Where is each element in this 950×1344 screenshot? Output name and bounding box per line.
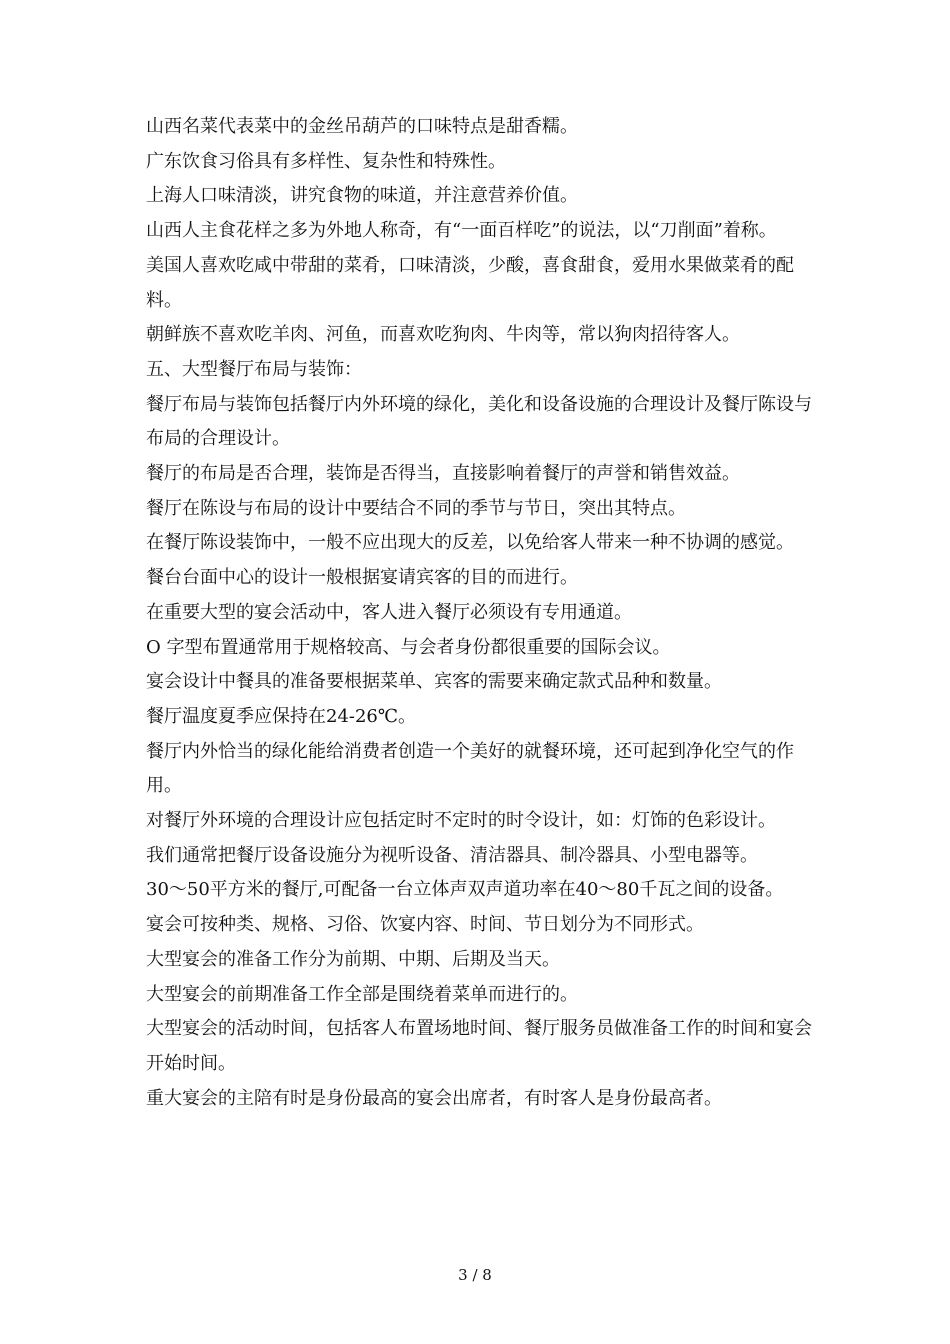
section-heading: 五、大型餐厅布局与装饰： [146, 358, 362, 380]
paragraph: 餐厅内外恰当的绿化能给消费者创造一个美好的就餐环境，还可起到净化空气的作用。 [146, 740, 794, 797]
paragraph: 餐厅在陈设与布局的设计中要结合不同的季节与节日，突出其特点。 [146, 497, 686, 519]
paragraph: 重大宴会的主陪有时是身份最高的宴会出席者，有时客人是身份最高者。 [146, 1087, 722, 1109]
page-number: 3 / 8 [458, 1266, 492, 1284]
paragraph: 宴会设计中餐具的准备要根据菜单、宾客的需要来确定款式品种和数量。 [146, 671, 722, 693]
paragraph: 餐厅温度夏季应保持在24-26℃。 [146, 705, 417, 727]
paragraph: 30～50平方米的餐厅,可配备一台立体声双声道功率在40～80千瓦之间的设备。 [146, 879, 784, 901]
paragraph: 在重要大型的宴会活动中，客人进入餐厅必须设有专用通道。 [146, 601, 632, 623]
paragraph: 在餐厅陈设装饰中，一般不应出现大的反差，以免给客人带来一种不协调的感觉。 [146, 532, 794, 554]
paragraph: 朝鲜族不喜欢吃羊肉、河鱼，而喜欢吃狗肉、牛肉等，常以狗肉招待客人。 [146, 324, 740, 346]
paragraph: 山西人主食花样之多为外地人称奇，有“一面百样吃”的说法，以“刀削面”着称。 [146, 220, 777, 242]
paragraph: 餐厅布局与装饰包括餐厅内外环境的绿化，美化和设备设施的合理设计及餐厅陈设与布局的合理设计。 [146, 393, 812, 450]
paragraph: 大型宴会的准备工作分为前期、中期、后期及当天。 [146, 948, 560, 970]
paragraph: O 字型布置通常用于规格较高、与会者身份都很重要的国际会议。 [146, 636, 671, 658]
paragraph: 山西名菜代表菜中的金丝吊葫芦的口味特点是甜香糯。 [146, 116, 578, 137]
paragraph: 大型宴会的活动时间，包括客人布置场地时间、餐厅服务员做准备工作的时间和宴会开始时间。 [146, 1018, 812, 1074]
paragraph: 大型宴会的前期准备工作全部是围绕着菜单而进行的。 [146, 983, 578, 1005]
paragraph: 宴会可按种类、规格、习俗、饮宴内容、时间、节日划分为不同形式。 [146, 914, 704, 936]
paragraph: 广东饮食习俗具有多样性、复杂性和特殊性。 [146, 150, 506, 172]
paragraph: 对餐厅外环境的合理设计应包括定时不定时的时令设计，如：灯饰的色彩设计。 [146, 810, 776, 832]
paragraph: 我们通常把餐厅设备设施分为视听设备、清洁器具、制冷器具、小型电器等。 [146, 844, 758, 866]
document-body [146, 110, 826, 1116]
paragraph: 餐厅的布局是否合理，装饰是否得当，直接影响着餐厅的声誉和销售效益。 [146, 463, 740, 485]
paragraph: 餐台台面中心的设计一般根据宴请宾客的目的而进行。 [146, 567, 578, 589]
paragraph: 上海人口味清淡，讲究食物的味道，并注意营养价值。 [146, 185, 578, 207]
paragraph: 美国人喜欢吃咸中带甜的菜肴，口味清淡，少酸，喜食甜食，爱用水果做菜肴的配料。 [146, 254, 794, 311]
